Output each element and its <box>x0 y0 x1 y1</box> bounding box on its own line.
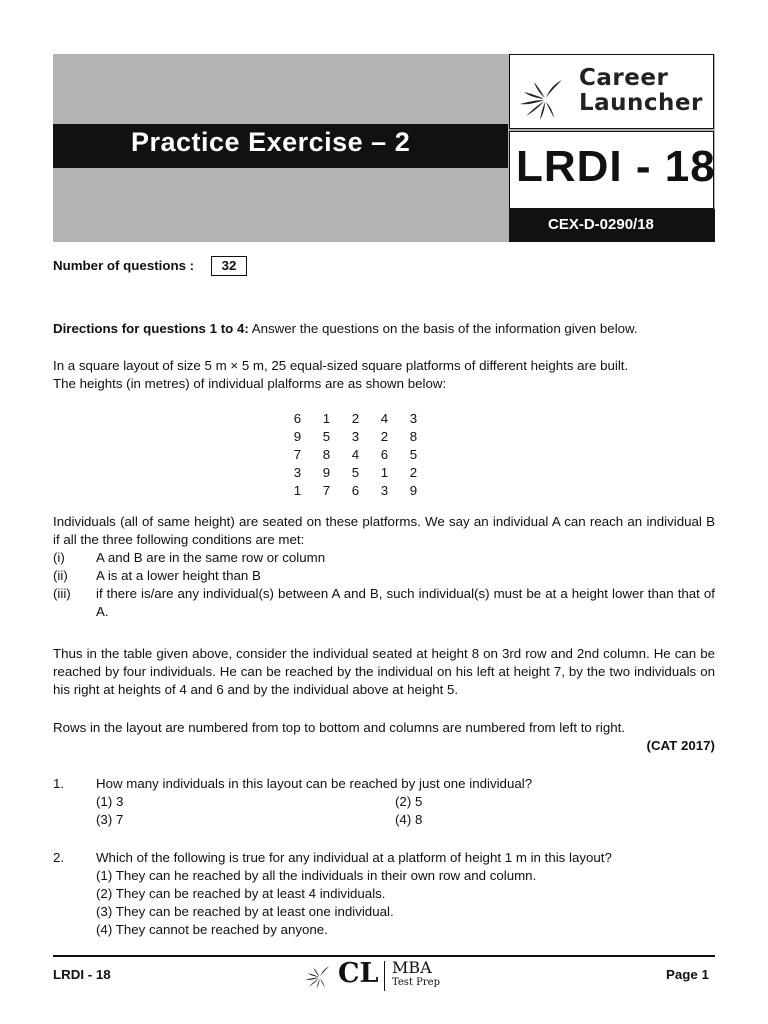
heights-grid <box>283 409 428 499</box>
question-number: 2. <box>53 850 65 865</box>
option-item: (3) They can be reached by at least one individual. <box>96 904 394 919</box>
footer-logo-test-prep: Test Prep <box>392 977 440 988</box>
brand-name-line1: Career <box>579 65 669 91</box>
numbering-note: Rows in the layout are numbered from top to bottom and columns are numbered from left to right. <box>53 720 626 735</box>
grid-row <box>283 445 428 463</box>
rules-intro: Individuals (all of same height) are seated on these platforms. We say an individual A can reach an individual B if all the three following conditions are met: <box>53 514 715 547</box>
page-title: Practice Exercise – 2 <box>131 127 411 157</box>
grid-cell: 7 <box>322 482 331 498</box>
footer-module-code: LRDI - 18 <box>53 967 111 982</box>
directions-label: Directions for questions 1 to 4: <box>53 321 249 336</box>
option-item: (4) They cannot be reached by anyone. <box>96 922 328 937</box>
question-number: 1. <box>53 776 65 791</box>
option-item: (1) 3 <box>96 794 124 809</box>
condition-number: (iii) <box>53 586 71 601</box>
grid-row <box>283 481 428 499</box>
grid-cell: 6 <box>351 482 360 498</box>
grid-cell: 4 <box>351 446 360 462</box>
footer-logo-letters: CL <box>338 958 379 989</box>
directions <box>53 320 715 338</box>
grid-cell: 7 <box>293 446 302 462</box>
footer-page-number: Page 1 <box>666 967 709 982</box>
module-code: LRDI - 18 <box>516 142 716 191</box>
source-citation: (CAT 2017) <box>646 738 715 753</box>
option-item: (4) 8 <box>395 812 423 827</box>
grid-cell: 6 <box>380 446 389 462</box>
directions-text: Answer the questions on the basis of the information given below. <box>248 321 638 336</box>
footer-rule <box>53 955 715 957</box>
example-paragraph: Thus in the table given above, consider the individual seated at height 8 on 3rd row and 2nd column. He can be reached by four individuals. He can be reached by the individual on his left at height 7, by the two individuals on his right at heights of 4 and 6 and by the individual above at height 5. <box>53 646 715 697</box>
condition-text: if there is/are any individual(s) between A and B, such individual(s) must be at a height lower than that of A. <box>96 586 715 619</box>
footer-logo-divider <box>384 961 385 991</box>
grid-cell: 3 <box>351 428 360 444</box>
grid-cell: 6 <box>293 410 302 426</box>
brand-name-line2: Launcher <box>579 90 703 116</box>
question-text: How many individuals in this layout can be reached by just one individual? <box>96 776 533 791</box>
intro-paragraph <box>53 357 715 393</box>
career-launcher-logo-icon <box>514 74 574 124</box>
grid-cell: 3 <box>409 410 418 426</box>
grid-cell: 9 <box>322 464 331 480</box>
grid-cell: 1 <box>293 482 302 498</box>
grid-cell: 2 <box>409 464 418 480</box>
condition-text: A is at a lower height than B <box>96 568 261 583</box>
grid-cell: 5 <box>409 446 418 462</box>
brand-name <box>579 66 703 116</box>
reference-code: CEX-D-0290/18 <box>548 216 654 233</box>
grid-cell: 5 <box>351 464 360 480</box>
grid-cell: 4 <box>380 410 389 426</box>
grid-cell: 8 <box>322 446 331 462</box>
grid-cell: 1 <box>322 410 331 426</box>
grid-cell: 9 <box>409 482 418 498</box>
condition-number: (ii) <box>53 568 68 583</box>
intro-line1: In a square layout of size 5 m × 5 m, 25 equal-sized square platforms of different heights are built. <box>53 358 629 373</box>
grid-cell: 8 <box>409 428 418 444</box>
grid-cell: 1 <box>380 464 389 480</box>
grid-row <box>283 427 428 445</box>
num-questions-value: 32 <box>211 256 247 276</box>
condition-text: A and B are in the same row or column <box>96 550 326 565</box>
grid-row <box>283 409 428 427</box>
option-item: (2) They can be reached by at least 4 individuals. <box>96 886 386 901</box>
grid-cell: 3 <box>293 464 302 480</box>
intro-line2: The heights (in metres) of individual plalforms are as shown below: <box>53 376 447 391</box>
grid-cell: 9 <box>293 428 302 444</box>
option-item: (3) 7 <box>96 812 124 827</box>
grid-cell: 5 <box>322 428 331 444</box>
num-questions-label: Number of questions : <box>53 258 195 273</box>
footer-logo-mba: MBA <box>392 958 432 977</box>
question-text: Which of the following is true for any individual at a platform of height 1 m in this layout? <box>96 850 612 865</box>
grid-row <box>283 463 428 481</box>
option-item: (2) 5 <box>395 794 423 809</box>
grid-cell: 3 <box>380 482 389 498</box>
grid-cell: 2 <box>380 428 389 444</box>
option-item: (1) They can he reached by all the individuals in their own row and column. <box>96 868 537 883</box>
condition-number: (i) <box>53 550 65 565</box>
career-launcher-logo-icon <box>300 963 338 991</box>
grid-cell: 2 <box>351 410 360 426</box>
